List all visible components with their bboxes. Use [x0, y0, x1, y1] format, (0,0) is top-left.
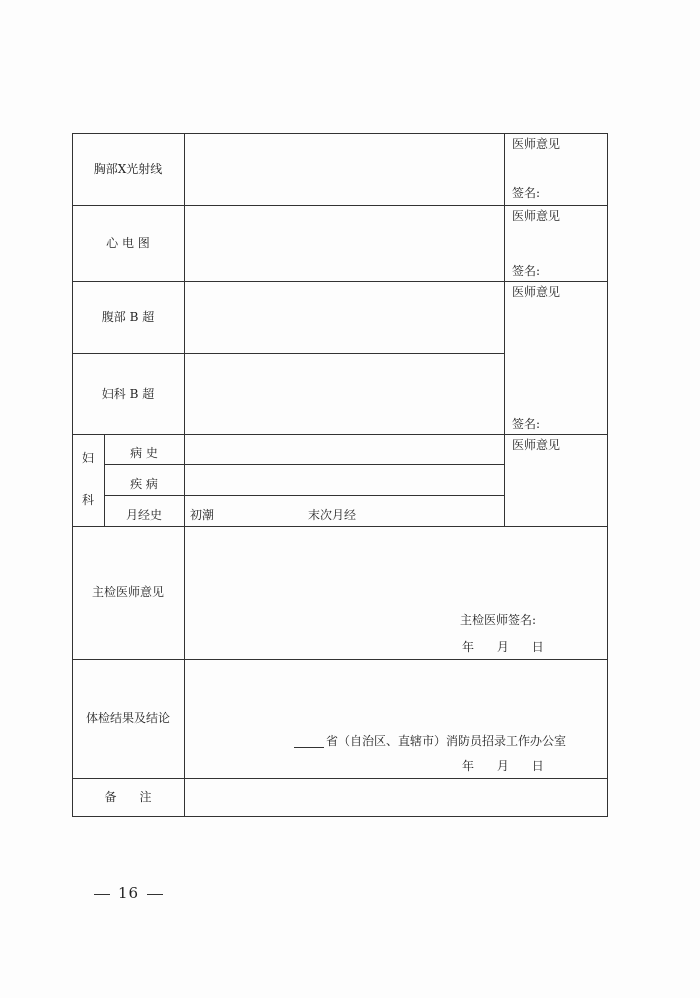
province-blank[interactable]: [294, 737, 324, 748]
row-divider: [72, 434, 608, 435]
menarche-label: 初潮: [190, 508, 215, 522]
row-divider: [72, 659, 608, 660]
ultrasound-opinion-label: 医师意见: [512, 285, 561, 299]
medical-exam-table: [72, 133, 608, 817]
opinion-column-divider: [504, 133, 505, 526]
dash-right: [147, 894, 163, 895]
chief-doctor-date: 年 月 日: [462, 640, 544, 654]
table-border-top: [72, 133, 608, 134]
gyn-disease-label: 疾 病: [130, 477, 158, 491]
table-border-left: [72, 133, 73, 817]
table-border-bottom: [72, 816, 608, 817]
office-line: [294, 734, 566, 748]
row-divider: [104, 464, 504, 465]
gyn-history-label: 病 史: [130, 446, 158, 460]
chest-xray-label: 胸部X光射线: [93, 162, 163, 176]
row-divider: [72, 526, 608, 527]
chief-doctor-sign-label: 主检医师签名:: [460, 613, 537, 627]
chest-xray-sign-label: 签名:: [512, 186, 541, 200]
ecg-label: 心 电 图: [106, 236, 150, 250]
row-divider: [72, 778, 608, 779]
remarks-label: 备 注: [104, 790, 152, 804]
page-number-value: 16: [118, 884, 140, 902]
page-number: [86, 884, 171, 902]
row-divider: [104, 495, 504, 496]
gyn-b-label: 妇科 B 超: [101, 387, 155, 401]
gyn-opinion-label: 医师意见: [512, 438, 561, 452]
office-name: 省（自治区、直辖市）消防员招录工作办公室: [326, 734, 567, 748]
result-date: 年 月 日: [462, 759, 544, 773]
last-period-label: 末次月经: [308, 508, 357, 522]
gyn-menstrual-label: 月经史: [125, 508, 163, 522]
gyn-group-divider: [104, 434, 105, 526]
dash-left: [94, 894, 110, 895]
abdominal-b-label: 腹部 B 超: [101, 310, 155, 324]
label-column-divider: [184, 133, 185, 817]
row-divider: [72, 353, 504, 354]
gyn-group-label-top: 妇: [81, 451, 95, 465]
ecg-sign-label: 签名:: [512, 264, 541, 278]
result-label: 体检结果及结论: [85, 711, 171, 725]
chief-doctor-label: 主检医师意见: [91, 585, 165, 599]
ultrasound-sign-label: 签名:: [512, 417, 541, 431]
ecg-opinion-label: 医师意见: [512, 209, 561, 223]
chest-xray-opinion-label: 医师意见: [512, 137, 561, 151]
row-divider: [72, 281, 608, 282]
gyn-group-label-bottom: 科: [81, 493, 95, 507]
row-divider: [72, 205, 608, 206]
table-border-right: [607, 133, 608, 817]
